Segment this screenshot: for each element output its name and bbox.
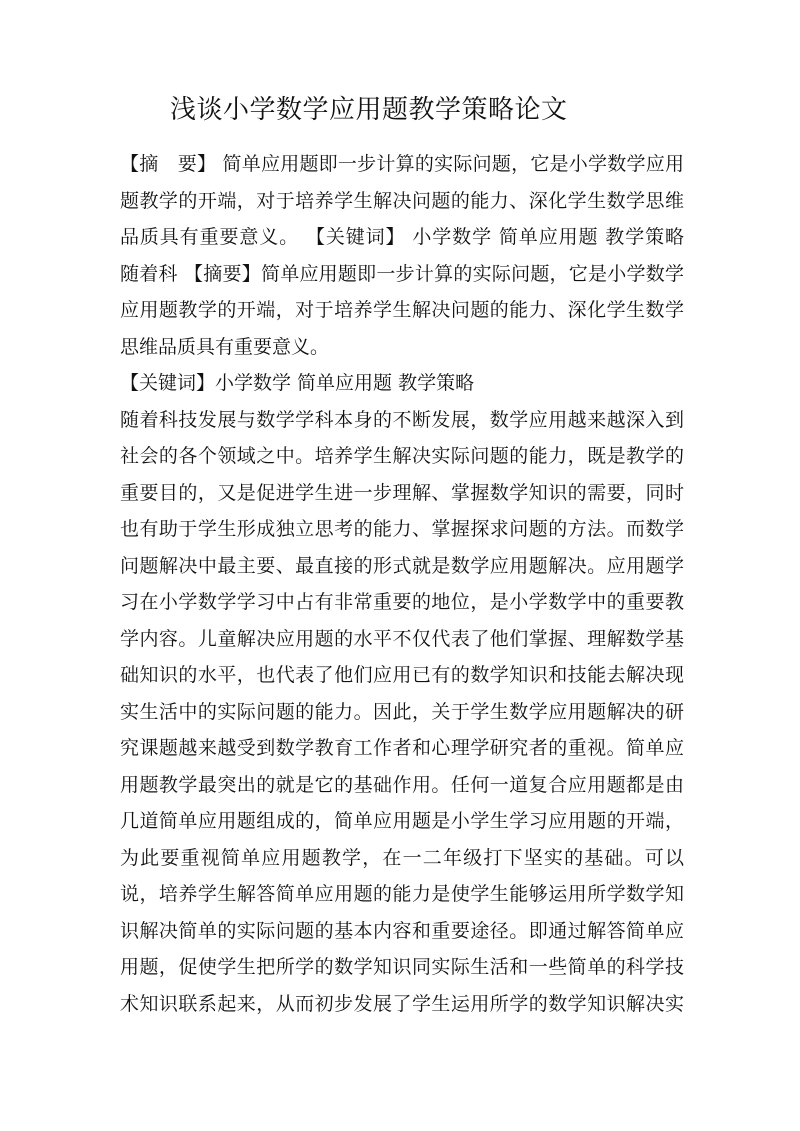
body-line: 【摘 要】 简单应用题即一步计算的实际问题，它是小学数学应用 (120, 153, 684, 175)
body-line: 术知识联系起来，从而初步发展了学生运用所学的数学知识解决实 (120, 992, 684, 1015)
body-line: 应用题教学的开端，对于培养学生解决问题的能力、深化学生数学 (120, 299, 684, 321)
body-line: 习在小学数学学习中占有非常重要的地位，是小学数学中的重要教 (120, 591, 684, 613)
body-line: 题教学的开端，对于培养学生解决问题的能力、深化学生数学思维 (120, 189, 684, 212)
body-line: 几道简单应用题组成的，简单应用题是小学生学习应用题的开端， (120, 810, 684, 832)
body-line: 实生活中的实际问题的能力。因此，关于学生数学应用题解决的研 (120, 700, 684, 723)
body-line: 究课题越来越受到数学教育工作者和心理学研究者的重视。简单应 (120, 737, 684, 759)
body-line: 随着科 【摘要】简单应用题即一步计算的实际问题，它是小学数学 (120, 262, 684, 285)
document-body (120, 146, 684, 1022)
body-line: 说，培养学生解答简单应用题的能力是使学生能够运用所学数学知 (120, 883, 684, 905)
body-line: 思维品质具有重要意义。 (120, 335, 330, 358)
body-line: 品质具有重要意义。 【关键词】 小学数学 简单应用题 教学策略 (120, 226, 684, 248)
body-line: 学内容。儿童解决应用题的水平不仅代表了他们掌握、理解数学基 (120, 627, 684, 650)
page-title: 浅谈小学数学应用题教学策略论文 (170, 95, 568, 125)
body-line: 重要目的，又是促进学生进一步理解、掌握数学知识的需要，同时 (120, 481, 684, 504)
body-line: 随着科技发展与数学学科本身的不断发展，数学应用越来越深入到 (120, 408, 684, 431)
body-line: 社会的各个领域之中。培养学生解决实际问题的能力，既是教学的 (120, 445, 684, 467)
body-line: 也有助于学生形成独立思考的能力、掌握探求问题的方法。而数学 (120, 518, 684, 540)
body-line: 用题教学最突出的就是它的基础作用。任何一道复合应用题都是由 (120, 773, 684, 796)
keywords-line: 【关键词】小学数学 简单应用题 教学策略 (120, 372, 475, 394)
body-line: 用题，促使学生把所学的数学知识同实际生活和一些简单的科学技 (120, 956, 684, 978)
body-line: 问题解决中最主要、最直接的形式就是数学应用题解决。应用题学 (120, 554, 684, 577)
body-line: 识解决简单的实际问题的基本内容和重要途径。即通过解答简单应 (120, 919, 684, 942)
body-line: 础知识的水平，也代表了他们应用已有的数学知识和技能去解决现 (120, 664, 684, 686)
body-line: 为此要重视简单应用题教学，在一二年级打下坚实的基础。可以 (120, 846, 684, 869)
